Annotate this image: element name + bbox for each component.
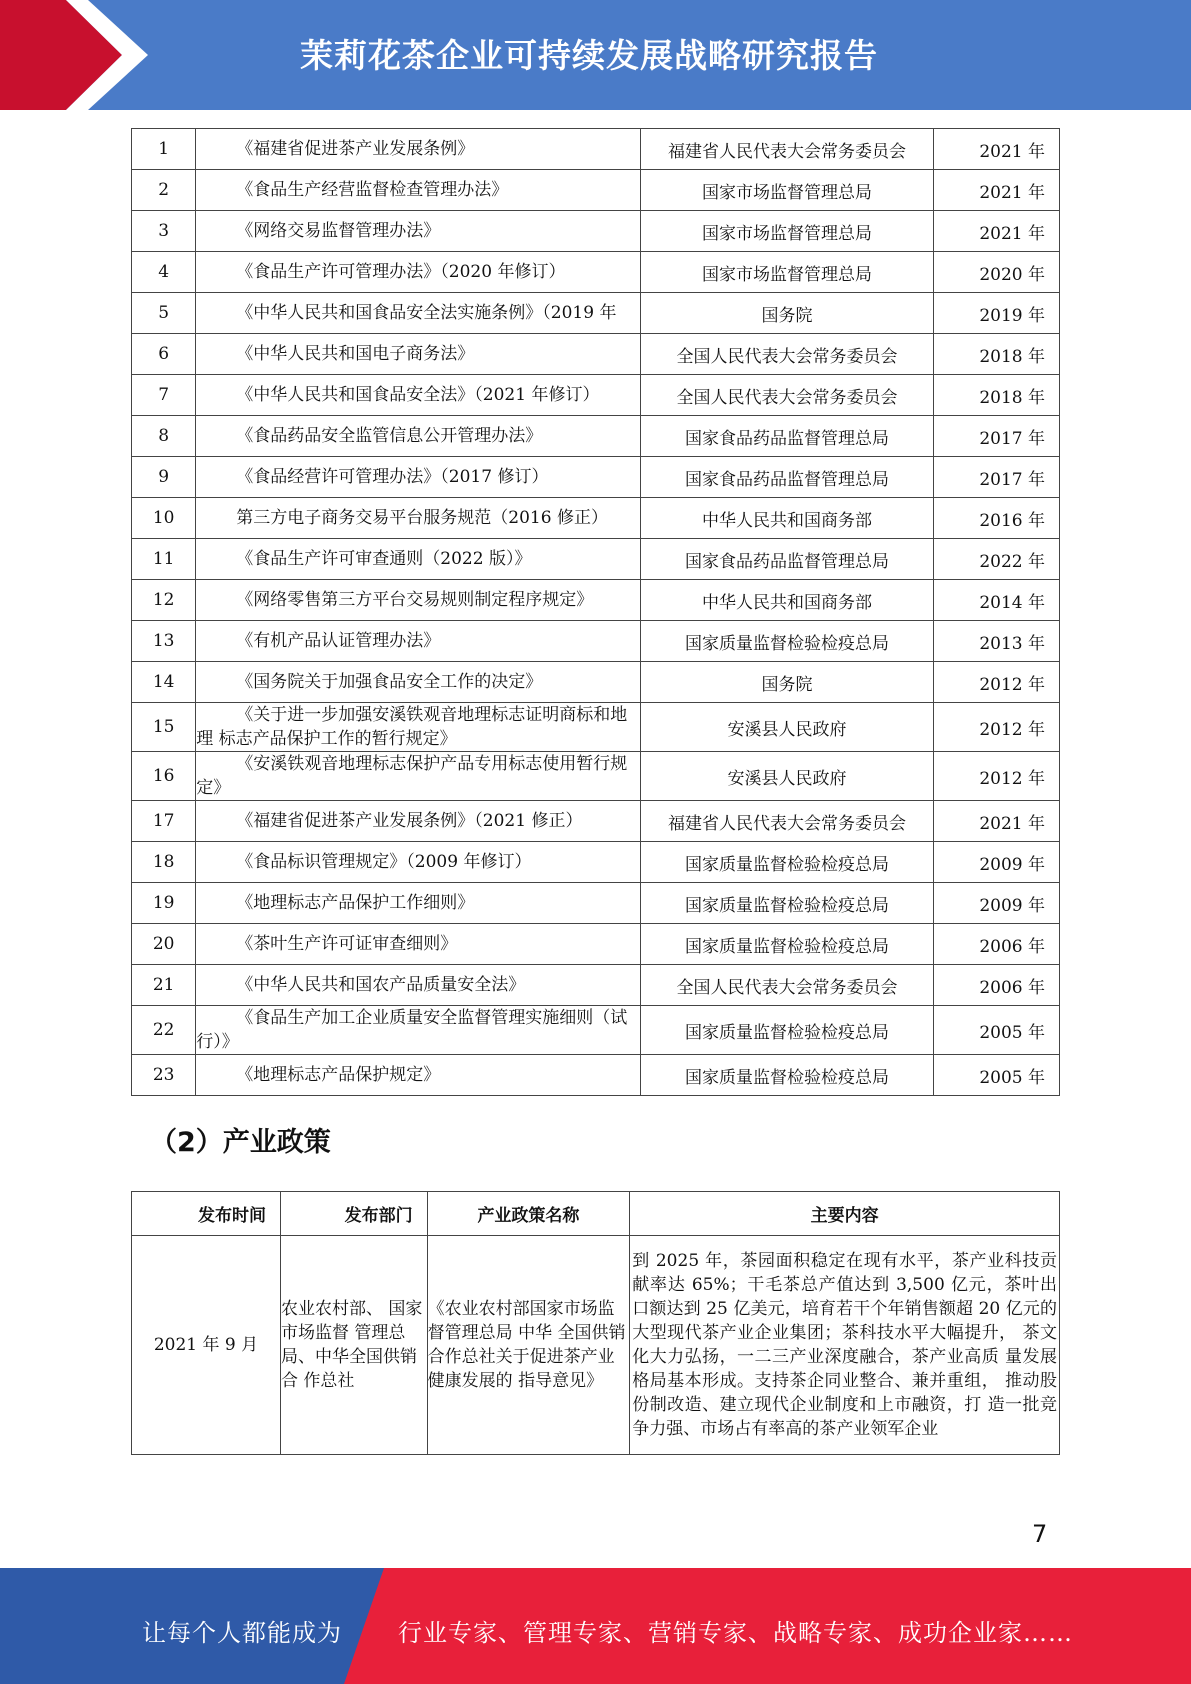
table-row	[132, 375, 1060, 416]
table-row	[132, 129, 1060, 170]
regulation-name-line2: 行）》	[196, 1032, 239, 1052]
row-number: 16	[132, 752, 196, 801]
regulation-name: 《福建省促进茶产业发展条例》（2021 修正）	[196, 801, 641, 842]
section-title: （2）产业政策	[150, 1127, 331, 1158]
row-number: 11	[132, 539, 196, 580]
table-row	[132, 662, 1060, 703]
row-number: 23	[132, 1055, 196, 1096]
issue-year: 2009 年	[934, 883, 1060, 924]
row-number: 8	[132, 416, 196, 457]
issuing-body: 中华人民共和国商务部	[640, 498, 933, 539]
issue-year: 2020 年	[934, 252, 1060, 293]
row-number: 22	[132, 1006, 196, 1055]
issue-year: 2018 年	[934, 375, 1060, 416]
regulation-name: 《食品标识管理规定》（2009 年修订）	[196, 842, 641, 883]
issue-year: 2018 年	[934, 334, 1060, 375]
issuing-body: 国家市场监督管理总局	[640, 170, 933, 211]
issuing-body: 全国人民代表大会常务委员会	[640, 965, 933, 1006]
regulation-name: 《食品生产许可审查通则（2022 版）》	[196, 539, 641, 580]
issue-year: 2006 年	[934, 965, 1060, 1006]
regulation-name-line1: 《食品生产加工企业质量安全监督管理实施细则（试	[236, 1008, 628, 1028]
issue-year: 2017 年	[934, 416, 1060, 457]
issue-year: 2019 年	[934, 293, 1060, 334]
page-number: 7	[1032, 1520, 1048, 1548]
issuing-body: 安溪县人民政府	[640, 703, 933, 752]
table-row	[132, 965, 1060, 1006]
table-row	[132, 252, 1060, 293]
issue-year: 2016 年	[934, 498, 1060, 539]
issue-year: 2017 年	[934, 457, 1060, 498]
issue-year: 2005 年	[934, 1055, 1060, 1096]
issue-year: 2014 年	[934, 580, 1060, 621]
issue-year: 2022 年	[934, 539, 1060, 580]
table-row	[132, 293, 1060, 334]
row-number: 19	[132, 883, 196, 924]
page-footer	[0, 1568, 1191, 1684]
issuing-body: 安溪县人民政府	[640, 752, 933, 801]
issuing-body: 全国人民代表大会常务委员会	[640, 334, 933, 375]
issuing-body: 国家质量监督检验检疫总局	[640, 1055, 933, 1096]
policy-date: 2021 年 9 月	[132, 1236, 281, 1455]
regulation-name-line2: 定》	[196, 778, 231, 798]
regulation-name	[196, 703, 641, 752]
row-number: 15	[132, 703, 196, 752]
regulation-name: 《有机产品认证管理办法》	[196, 621, 641, 662]
header-publish-date: 发布时间	[132, 1192, 281, 1236]
table-row	[132, 703, 1060, 752]
issuing-body: 国家食品药品监督管理总局	[640, 539, 933, 580]
issue-year: 2005 年	[934, 1006, 1060, 1055]
row-number: 18	[132, 842, 196, 883]
issuing-body: 国家食品药品监督管理总局	[640, 457, 933, 498]
issue-year: 2006 年	[934, 924, 1060, 965]
table-row	[132, 416, 1060, 457]
regulation-name	[196, 752, 641, 801]
regulation-name-line2: 理 标志产品保护工作的暂行规定》	[196, 729, 457, 749]
page-header	[0, 0, 1191, 110]
regulation-name: 《食品经营许可管理办法》（2017 修订）	[196, 457, 641, 498]
regulation-name: 《地理标志产品保护规定》	[196, 1055, 641, 1096]
issue-year: 2012 年	[934, 703, 1060, 752]
issuing-body: 中华人民共和国商务部	[640, 580, 933, 621]
table-row	[132, 1236, 1060, 1455]
table-row	[132, 1055, 1060, 1096]
table-row	[132, 539, 1060, 580]
issuing-body: 国家质量监督检验检疫总局	[640, 883, 933, 924]
row-number: 6	[132, 334, 196, 375]
regulation-name: 《中华人民共和国食品安全法实施条例》（2019 年	[196, 293, 641, 334]
issue-year: 2021 年	[934, 211, 1060, 252]
policy-content: 到 2025 年，茶园面积稳定在现有水平，茶产业科技贡 献率达 65%；干毛茶总产值达到 3,500 亿元，茶叶出口额达到 25 亿美元，培育若干个年销售额超 20 亿元的大型现代茶产业企业集团；茶科技水平大幅提升， 茶文化大力弘扬，一二三产业深度融合，茶产业高质 量发展格局基本形成。支持茶企同业整合、兼并重组， 推动股份制改造、建立现代企业制度和上市融资，打 造一批竞争力强、市场占有率高的茶产业领军企业	[630, 1236, 1060, 1455]
policy-dept: 农业农村部、 国家市场监督 管理总局、中华全国供销合 作总社	[280, 1236, 427, 1455]
row-number: 17	[132, 801, 196, 842]
regulations-table	[131, 128, 1060, 1096]
row-number: 10	[132, 498, 196, 539]
regulation-name: 《茶叶生产许可证审查细则》	[196, 924, 641, 965]
issue-year: 2012 年	[934, 662, 1060, 703]
issue-year: 2021 年	[934, 801, 1060, 842]
table-row	[132, 498, 1060, 539]
issuing-body: 福建省人民代表大会常务委员会	[640, 801, 933, 842]
issuing-body: 福建省人民代表大会常务委员会	[640, 129, 933, 170]
row-number: 2	[132, 170, 196, 211]
regulation-name: 第三方电子商务交易平台服务规范（2016 修正）	[196, 498, 641, 539]
issuing-body: 国家质量监督检验检疫总局	[640, 1006, 933, 1055]
issuing-body: 国家市场监督管理总局	[640, 252, 933, 293]
industry-policy-table	[131, 1191, 1060, 1455]
issuing-body: 国家市场监督管理总局	[640, 211, 933, 252]
header-policy-name: 产业政策名称	[427, 1192, 630, 1236]
issue-year: 2009 年	[934, 842, 1060, 883]
regulation-name: 《网络零售第三方平台交易规则制定程序规定》	[196, 580, 641, 621]
issuing-body: 国家食品药品监督管理总局	[640, 416, 933, 457]
row-number: 12	[132, 580, 196, 621]
issuing-body: 国家质量监督检验检疫总局	[640, 842, 933, 883]
row-number: 1	[132, 129, 196, 170]
footer-slogan-left: 让每个人都能成为	[142, 1619, 342, 1647]
table-row	[132, 883, 1060, 924]
header-main-content: 主要内容	[630, 1192, 1060, 1236]
table-row	[132, 924, 1060, 965]
issuing-body: 国家质量监督检验检疫总局	[640, 621, 933, 662]
regulation-name-line1: 《关于进一步加强安溪铁观音地理标志证明商标和地	[236, 705, 628, 725]
table-row	[132, 457, 1060, 498]
row-number: 3	[132, 211, 196, 252]
table-row	[132, 211, 1060, 252]
table-row	[132, 842, 1060, 883]
row-number: 5	[132, 293, 196, 334]
report-title: 茉莉花茶企业可持续发展战略研究报告	[300, 36, 878, 75]
issuing-body: 国务院	[640, 293, 933, 334]
row-number: 9	[132, 457, 196, 498]
row-number: 20	[132, 924, 196, 965]
issuing-body: 国务院	[640, 662, 933, 703]
table-row	[132, 621, 1060, 662]
table-row	[132, 801, 1060, 842]
row-number: 4	[132, 252, 196, 293]
regulation-name: 《中华人民共和国食品安全法》（2021 年修订）	[196, 375, 641, 416]
issue-year: 2012 年	[934, 752, 1060, 801]
issue-year: 2013 年	[934, 621, 1060, 662]
issue-year: 2021 年	[934, 129, 1060, 170]
regulation-name: 《食品生产许可管理办法》（2020 年修订）	[196, 252, 641, 293]
regulation-name	[196, 1006, 641, 1055]
regulation-name: 《食品药品安全监管信息公开管理办法》	[196, 416, 641, 457]
issuing-body: 全国人民代表大会常务委员会	[640, 375, 933, 416]
policy-name: 《农业农村部国家市场监督管理总局 中华 全国供销合作总社关于促进茶产业健康发展的 指导意见》	[427, 1236, 630, 1455]
issue-year: 2021 年	[934, 170, 1060, 211]
table-header-row	[132, 1192, 1060, 1236]
regulation-name: 《福建省促进茶产业发展条例》	[196, 129, 641, 170]
regulation-name: 《网络交易监督管理办法》	[196, 211, 641, 252]
regulation-name-line1: 《安溪铁观音地理标志保护产品专用标志使用暂行规	[236, 754, 628, 774]
row-number: 14	[132, 662, 196, 703]
regulation-name: 《食品生产经营监督检查管理办法》	[196, 170, 641, 211]
row-number: 21	[132, 965, 196, 1006]
table-row	[132, 580, 1060, 621]
regulation-name: 《中华人民共和国电子商务法》	[196, 334, 641, 375]
regulation-name: 《国务院关于加强食品安全工作的决定》	[196, 662, 641, 703]
row-number: 7	[132, 375, 196, 416]
table-row	[132, 1006, 1060, 1055]
table-row	[132, 170, 1060, 211]
table-row	[132, 752, 1060, 801]
regulation-name: 《地理标志产品保护工作细则》	[196, 883, 641, 924]
footer-slogan-right: 行业专家、管理专家、营销专家、战略专家、成功企业家……	[398, 1619, 1073, 1647]
row-number: 13	[132, 621, 196, 662]
table-row	[132, 334, 1060, 375]
regulation-name: 《中华人民共和国农产品质量安全法》	[196, 965, 641, 1006]
issuing-body: 国家质量监督检验检疫总局	[640, 924, 933, 965]
header-publish-dept: 发布部门	[280, 1192, 427, 1236]
